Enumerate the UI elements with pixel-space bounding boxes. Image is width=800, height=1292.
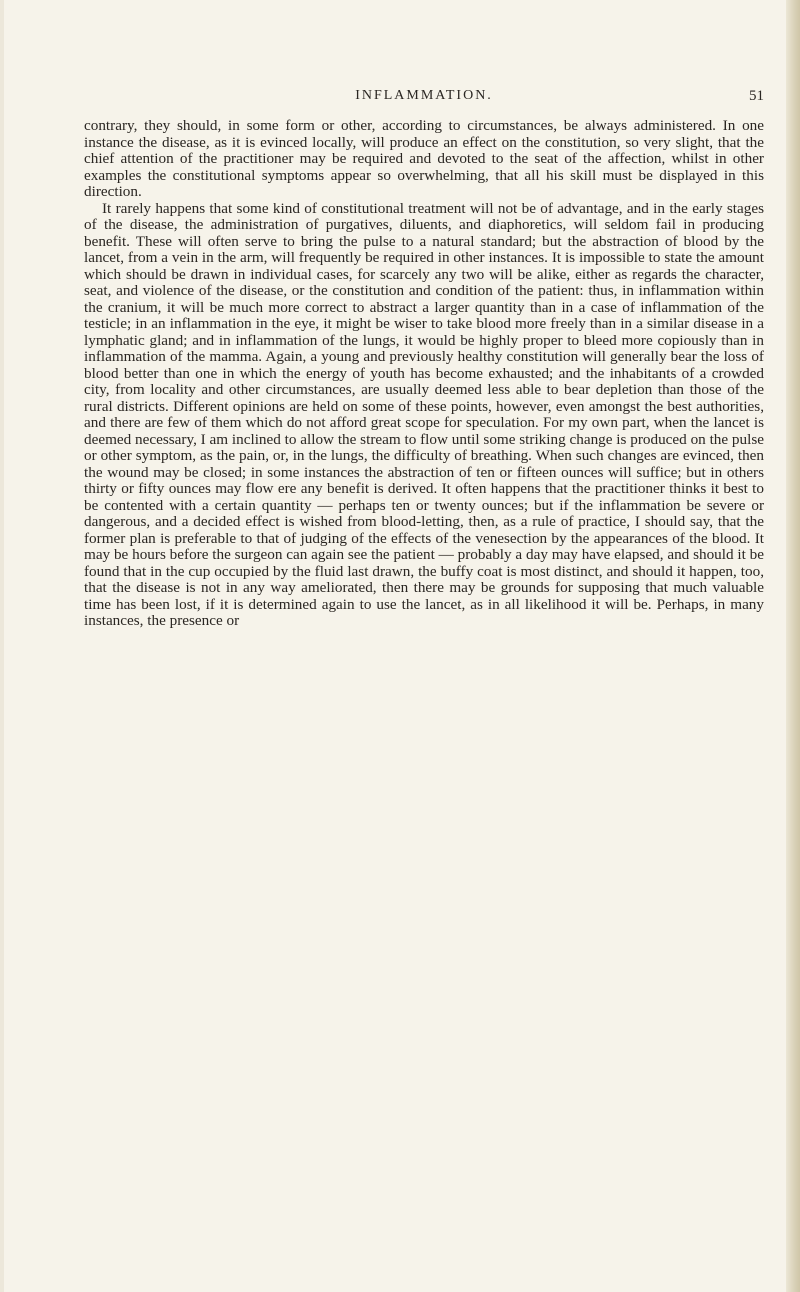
paragraph-continuation: contrary, they should, in some form or other, according to circumstances, be always administered. In one instance the disease, as it is evinced locally, will produce an effect on the constitution, so very slight, that the chief attention of the practitioner may be required and devoted to the seat of the affection, whilst in other examples the constitutional symptoms appear so overwhelming, that all his skill must be displayed in this direction. xyxy=(84,117,764,200)
page-number: 51 xyxy=(749,88,764,104)
running-head xyxy=(84,88,764,110)
running-title: INFLAMMATION. xyxy=(355,88,493,103)
paragraph-constitutional-treatment: It rarely happens that some kind of constitutional treatment will not be of advantage, and in the early stages of the disease, the administration of purgatives, diluents, and diaphoretics, will seldom fail in producing benefit. These will often serve to bring the pulse to a natural standard; but the abstraction of blood by the lancet, from a vein in the arm, will frequently be required in other instances. It is impossible to state the amount which should be drawn in individual cases, for scarcely any two will be alike, either as regards the character, seat, and violence of the disease, or the constitution and condition of the patient: thus, in inflammation within the cranium, it will be much more correct to abstract a larger quantity than in a case of inflammation of the testicle; in an inflammation in the eye, it might be wiser to take blood more freely than in a similar disease in a lymphatic gland; and in inflammation of the lungs, it would be highly proper to bleed more copiously than in inflammation of the mamma. Again, a young and previously healthy constitution will generally bear the loss of blood better than one in which the energy of youth has become exhausted; and the inhabitants of a crowded city, from locality and other circumstances, are usually deemed less able to bear depletion than those of the rural districts. Different opinions are held on some of these points, however, even amongst the best authorities, and there are few of them which do not afford great scope for speculation. For my own part, when the lancet is deemed necessary, I am inclined to allow the stream to flow until some striking change is produced on the pulse or other symptom, as the pain, or, in the lungs, the difficulty of breathing. When such changes are evinced, then the wound may be closed; in some instances the abstraction of ten or fifteen ounces will suffice; but in others thirty or fifty ounces may flow ere any benefit is derived. It often happens that the practitioner thinks it best to be contented with a certain quantity — perhaps ten or twenty ounces; but if the inflammation be severe or dangerous, and a decided effect is wished from blood-letting, then, as a rule of practice, I should say, that the former plan is preferable to that of judging of the effects of the venesection by the appearances of the blood. It may be hours before the surgeon can again see the patient — probably a day may have elapsed, and should it be found that in the cup occupied by the fluid last drawn, the buffy coat is most distinct, and should it happen, too, that the disease is not in any way ameliorated, then there may be grounds for supposing that much valuable time has been lost, if it is determined again to use the lancet, as in all likelihood it will be. Perhaps, in many instances, the presence or xyxy=(84,199,764,629)
page-left-edge xyxy=(0,0,4,1292)
body-text xyxy=(84,118,764,630)
page-right-edge xyxy=(786,0,800,1292)
